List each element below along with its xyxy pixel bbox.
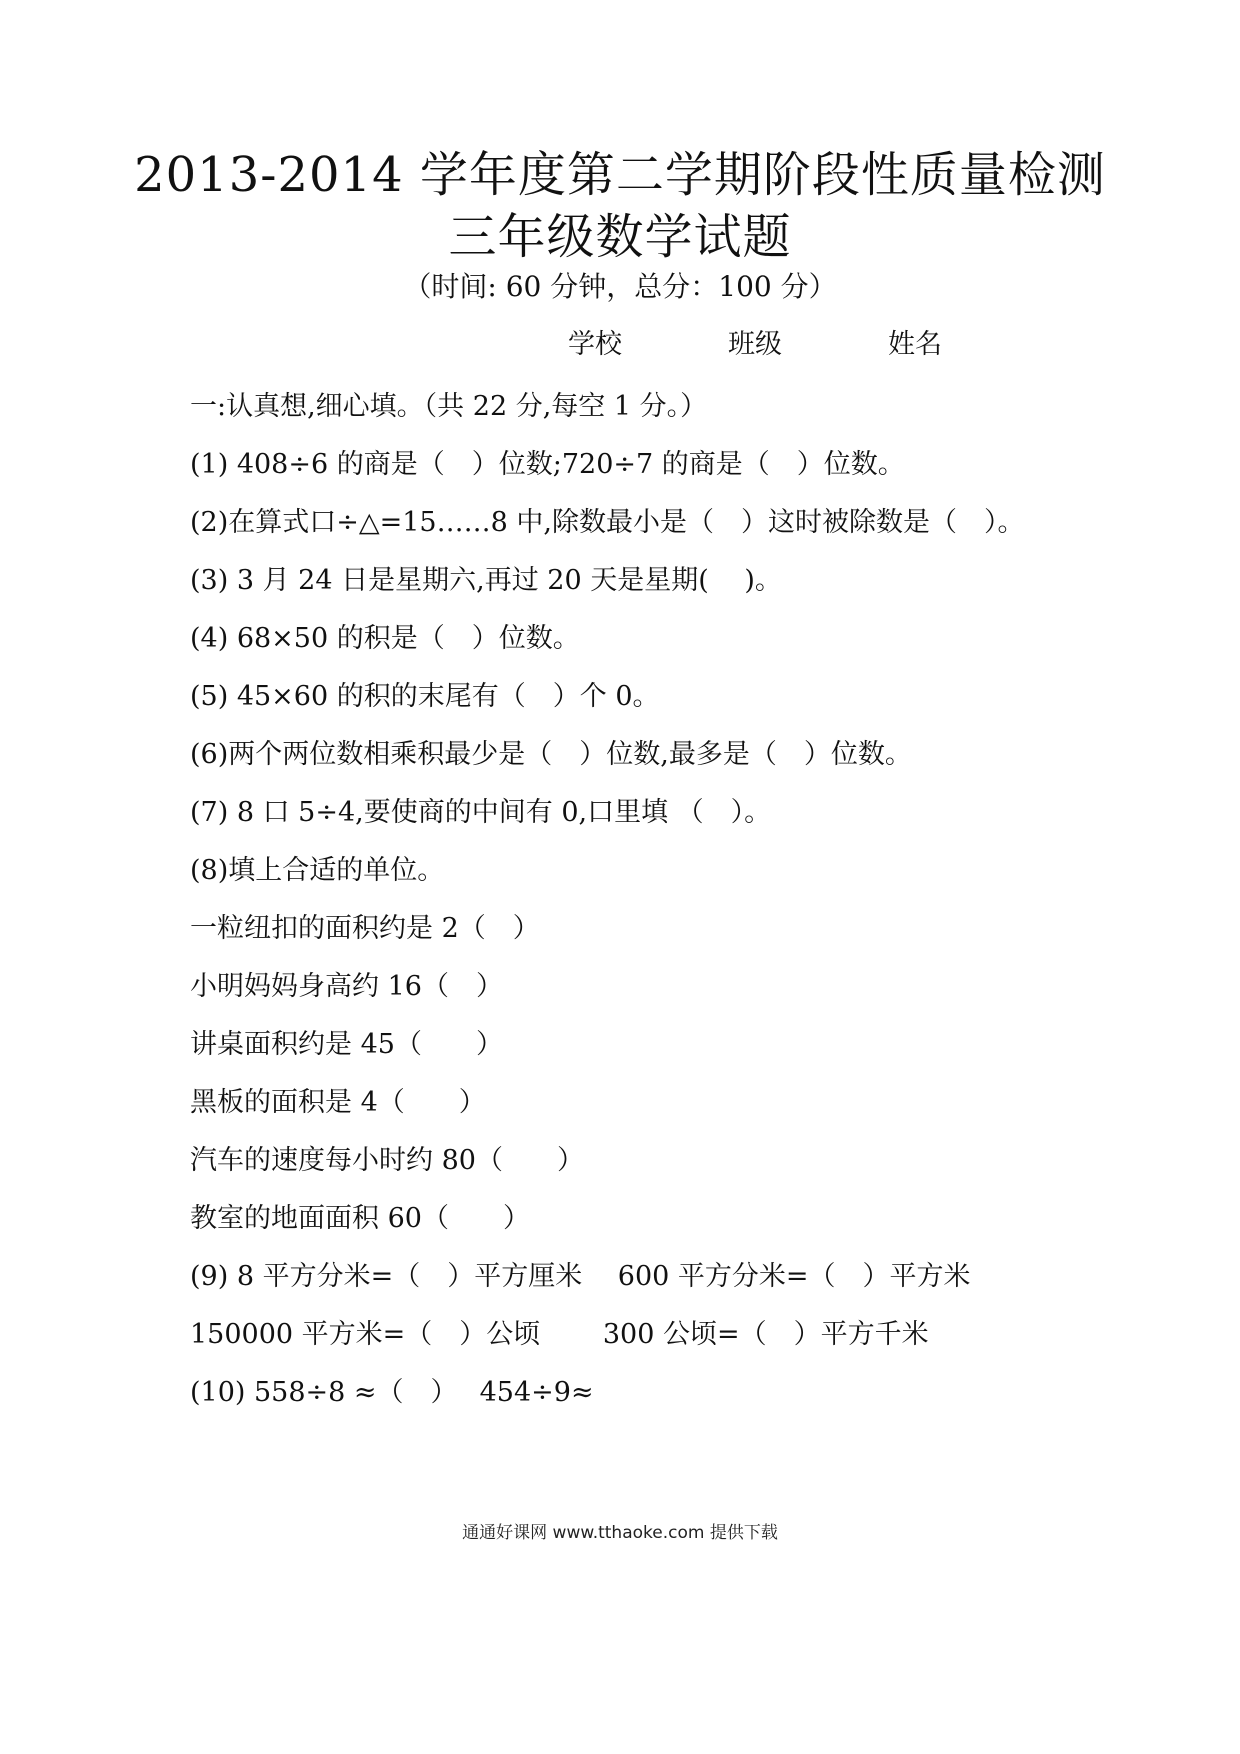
question-7: (7) 8 口 5÷4,要使商的中间有 0,口里填 （ ）。 <box>190 797 772 828</box>
exam-title-line1: 2013-2014 学年度第二学期阶段性质量检测 <box>134 147 1106 203</box>
question-9-part1: (9) 8 平方分米=（ ）平方厘米 600 平方分米=（ ）平方米 <box>190 1261 971 1292</box>
unit-item-desk: 讲桌面积约是 45（ ） <box>190 1029 503 1060</box>
unit-item-button: 一粒纽扣的面积约是 2（ ） <box>190 913 540 944</box>
name-label: 姓名 <box>888 329 942 360</box>
question-8: (8)填上合适的单位。 <box>190 855 445 886</box>
question-5: (5) 45×60 的积的末尾有（ ）个 0。 <box>190 681 660 712</box>
question-9-part2: 150000 平方米=（ ）公顷 300 公顷=（ ）平方千米 <box>190 1319 929 1350</box>
question-4: (4) 68×50 的积是（ ）位数。 <box>190 623 580 654</box>
question-2: (2)在算式口÷△=15……8 中,除数最小是（ ）这时被除数是（ ）。 <box>190 507 1025 538</box>
question-10: (10) 558÷8 ≈（ ） 454÷9≈ <box>190 1377 594 1408</box>
footer-watermark: 通通好课网 www.tthaoke.com 提供下载 <box>462 1523 778 1543</box>
question-6: (6)两个两位数相乘积最少是（ ）位数,最多是（ ）位数。 <box>190 739 912 770</box>
unit-item-blackboard: 黑板的面积是 4（ ） <box>190 1087 486 1118</box>
school-label: 学校 <box>568 329 622 360</box>
question-3: (3) 3 月 24 日是星期六,再过 20 天是星期( )。 <box>190 565 782 596</box>
exam-time-info: （时间: 60 分钟，总分：100 分） <box>403 270 837 303</box>
section-heading: 一:认真想,细心填。（共 22 分,每空 1 分。） <box>190 391 708 422</box>
class-label: 班级 <box>728 329 782 360</box>
exam-title-line2: 三年级数学试题 <box>448 209 792 265</box>
unit-item-car-speed: 汽车的速度每小时约 80（ ） <box>190 1145 584 1176</box>
unit-item-height: 小明妈妈身高约 16（ ） <box>190 971 503 1002</box>
unit-item-classroom: 教室的地面面积 60（ ） <box>190 1203 530 1234</box>
question-1: (1) 408÷6 的商是（ ）位数;720÷7 的商是（ ）位数。 <box>190 449 905 480</box>
